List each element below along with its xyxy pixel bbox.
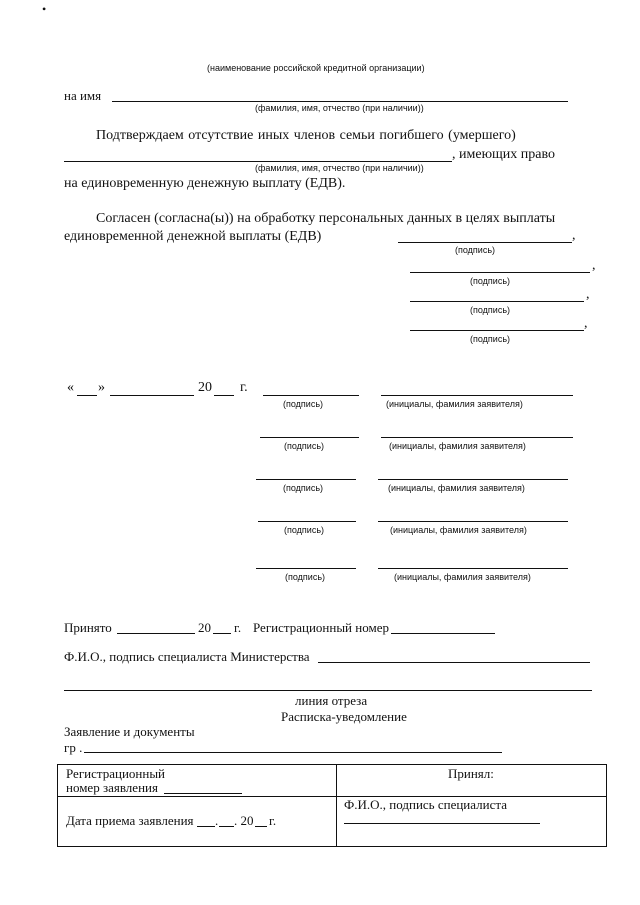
fio-caption: (фамилия, имя, отчество (при наличии)) xyxy=(255,103,424,113)
table-accepted-header: Принял: xyxy=(448,766,494,781)
signature-caption: (подпись) xyxy=(283,399,324,409)
fio-caption-2: (фамилия, имя, отчество (при наличии)) xyxy=(255,163,424,173)
table-date-dot: . xyxy=(215,813,219,828)
table-year-suffix: г. xyxy=(269,813,277,828)
table-specialist: Ф.И.О., подпись специалиста xyxy=(344,797,507,812)
year-suffix: г. xyxy=(240,380,248,395)
table-divider-vertical xyxy=(336,764,337,847)
date-close-quote: » xyxy=(98,380,105,395)
confirm-line3: на единовременную денежную выплату (ЕДВ). xyxy=(64,176,346,191)
confirm-line1: Подтверждаем отсутствие иных членов семьи погибшего (умершего) xyxy=(96,128,516,143)
signature-caption: (подпись) xyxy=(470,305,511,315)
on-name-label: на имя xyxy=(64,88,102,103)
applicant-signature-line-2[interactable] xyxy=(260,437,359,438)
signature-caption: (подпись) xyxy=(285,572,326,582)
applicant-caption: (инициалы, фамилия заявителя) xyxy=(394,572,531,582)
applicant-signature-line-5[interactable] xyxy=(256,568,356,569)
comma: , xyxy=(584,316,588,331)
receipt-title: Расписка-уведомление xyxy=(281,709,407,724)
accepted-label: Принято xyxy=(64,620,112,635)
consent-line2: единовременной денежной выплаты (ЕДВ) xyxy=(64,229,322,244)
citizen-name-line[interactable] xyxy=(84,752,502,753)
accepted-date-line[interactable] xyxy=(117,633,195,634)
comma: , xyxy=(586,287,590,302)
date-open-quote: « xyxy=(67,380,74,395)
deceased-name-line[interactable] xyxy=(64,161,452,162)
reg-number-line[interactable] xyxy=(391,633,495,634)
applicant-name-line-1[interactable] xyxy=(381,395,573,396)
applicant-caption: (инициалы, фамилия заявителя) xyxy=(390,525,527,535)
applicant-signature-line-1[interactable] xyxy=(263,395,359,396)
cut-line-label: линия отреза xyxy=(295,693,368,708)
applicant-caption: (инициалы, фамилия заявителя) xyxy=(389,441,526,451)
reg-number-label: Регистрационный номер xyxy=(253,620,389,635)
applicant-caption: (инициалы, фамилия заявителя) xyxy=(386,399,523,409)
year-prefix: 20 xyxy=(198,380,212,395)
applicant-caption: (инициалы, фамилия заявителя) xyxy=(388,483,525,493)
table-divider-horizontal xyxy=(57,796,607,797)
ministry-label: Ф.И.О., подпись специалиста Министерства xyxy=(64,649,310,664)
applicant-name-line-2[interactable] xyxy=(381,437,573,438)
signature-caption: (подпись) xyxy=(284,525,325,535)
top-mark: • xyxy=(42,2,47,16)
table-reg-number-line[interactable] xyxy=(164,793,242,794)
accepted-year-prefix: 20 xyxy=(198,620,211,635)
consent-signature-line-4[interactable] xyxy=(410,330,584,331)
table-month-line[interactable] xyxy=(219,826,234,827)
consent-signature-line-1[interactable] xyxy=(398,242,572,243)
consent-signature-line-3[interactable] xyxy=(410,301,584,302)
comma: , xyxy=(592,258,596,273)
table-day-line[interactable] xyxy=(197,826,215,827)
table-year-line[interactable] xyxy=(255,826,267,827)
accepted-year-line[interactable] xyxy=(213,633,231,634)
signature-caption: (подпись) xyxy=(455,245,496,255)
consent-signature-line-2[interactable] xyxy=(410,272,590,273)
applicant-name-line-3[interactable] xyxy=(378,479,568,480)
table-specialist-line[interactable] xyxy=(344,823,540,824)
signature-caption: (подпись) xyxy=(470,276,511,286)
accepted-year-suffix: г. xyxy=(234,620,242,635)
signature-caption: (подпись) xyxy=(470,334,511,344)
ministry-line[interactable] xyxy=(318,662,590,663)
cut-line xyxy=(64,690,592,691)
org-caption: (наименование российской кредитной организации) xyxy=(207,63,425,73)
confirm-suffix: , имеющих право xyxy=(452,147,556,162)
table-reg-line2: номер заявления xyxy=(66,780,158,795)
consent-line1: Согласен (согласна(ы)) на обработку персональных данных в целях выплаты xyxy=(96,211,556,226)
signature-caption: (подпись) xyxy=(283,483,324,493)
docs-label: Заявление и документы xyxy=(64,724,195,739)
signature-caption: (подпись) xyxy=(284,441,325,451)
year-line[interactable] xyxy=(214,395,234,396)
applicant-name-line-5[interactable] xyxy=(378,568,568,569)
comma: , xyxy=(572,228,576,243)
table-reg-line1: Регистрационный xyxy=(66,766,166,781)
applicant-signature-line-3[interactable] xyxy=(256,479,356,480)
citizen-prefix: гр . xyxy=(64,740,83,755)
day-line[interactable] xyxy=(77,395,97,396)
table-date-received: Дата приема заявления xyxy=(66,813,194,828)
applicant-name-line-4[interactable] xyxy=(378,521,568,522)
recipient-name-line[interactable] xyxy=(112,101,568,102)
month-line[interactable] xyxy=(110,395,194,396)
applicant-signature-line-4[interactable] xyxy=(258,521,356,522)
table-date-tail: . 20 xyxy=(234,813,254,828)
